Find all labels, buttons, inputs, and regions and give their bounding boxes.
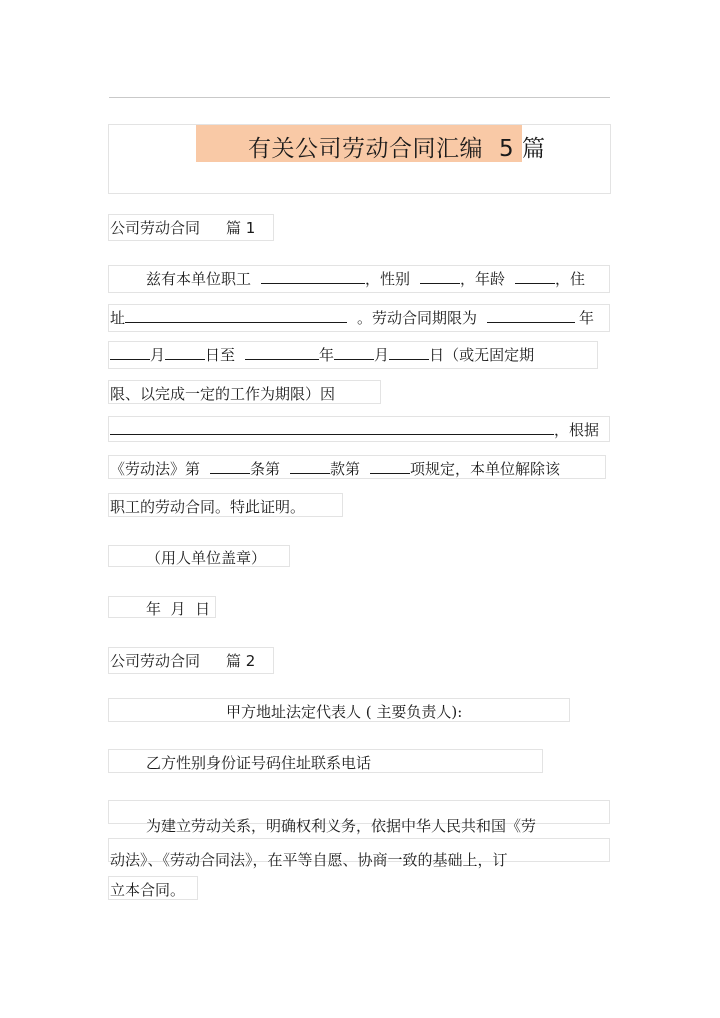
employee-name-blank bbox=[261, 269, 365, 284]
end-year-blank bbox=[245, 345, 319, 360]
section2-heading bbox=[110, 651, 255, 671]
date-label: 年 月 日 bbox=[146, 600, 211, 618]
s1-line5 bbox=[110, 420, 599, 440]
address-blank bbox=[125, 308, 347, 323]
s1-line1 bbox=[146, 269, 585, 289]
s1-l2c: 年 bbox=[579, 309, 595, 327]
section2-heading-text: 公司劳动合同 bbox=[110, 652, 201, 670]
gender-blank bbox=[420, 269, 460, 284]
s1-l6b: 条第 bbox=[250, 460, 281, 478]
document-title bbox=[248, 130, 545, 163]
s1-line7: 职工的劳动合同。特此证明。 bbox=[110, 498, 306, 516]
seal-label: （用人单位盖章） bbox=[146, 549, 267, 567]
s1-l5: ，根据 bbox=[554, 421, 600, 439]
s1-l1d: ，住 bbox=[555, 270, 586, 288]
item-blank bbox=[370, 459, 410, 474]
s1-l6a: 《劳动法》第 bbox=[110, 460, 201, 478]
age-blank bbox=[515, 269, 555, 284]
article-blank bbox=[210, 459, 250, 474]
s2-para-line2: 动法》、《劳动合同法》，在平等自愿、协商一致的基础上，订 bbox=[110, 851, 508, 869]
start-day-blank bbox=[165, 345, 205, 360]
s1-l2b: 。劳动合同期限为 bbox=[357, 309, 478, 327]
s1-line2 bbox=[110, 308, 594, 328]
header-rule bbox=[109, 97, 610, 98]
start-month-blank bbox=[110, 345, 150, 360]
clause-blank bbox=[290, 459, 330, 474]
s1-line4: 限、以完成一定的工作为期限）因 bbox=[110, 385, 336, 403]
title-main: 有关公司劳动合同汇编 bbox=[248, 136, 483, 162]
title-count: 5 篇 bbox=[499, 136, 546, 162]
s1-line6 bbox=[110, 459, 560, 479]
s2-para-line1: 为建立劳动关系，明确权利义务，依据中华人民共和国《劳 bbox=[146, 817, 537, 835]
s1-l3e: 日（或无固定期 bbox=[429, 346, 535, 364]
party-a-line: 甲方地址法定代表人 ( 主要负责人): bbox=[226, 703, 463, 721]
start-year-blank bbox=[487, 308, 575, 323]
s1-l6d: 项规定，本单位解除该 bbox=[410, 460, 561, 478]
section2-part: 篇 2 bbox=[226, 652, 256, 670]
s1-l1b: ，性别 bbox=[365, 270, 411, 288]
s1-line3 bbox=[110, 345, 534, 365]
section1-heading bbox=[110, 218, 255, 238]
s1-l3d: 月 bbox=[374, 346, 390, 364]
s1-l2a: 址 bbox=[110, 309, 126, 327]
s1-l1c: ，年龄 bbox=[460, 270, 506, 288]
end-day-blank bbox=[389, 345, 429, 360]
s1-l3a: 月 bbox=[150, 346, 166, 364]
s1-l3c: 年 bbox=[319, 346, 335, 364]
reason-blank bbox=[110, 420, 554, 435]
party-b-line: 乙方性别身份证号码住址联系电话 bbox=[146, 754, 372, 772]
s1-l3b: 日至 bbox=[205, 346, 236, 364]
end-month-blank bbox=[334, 345, 374, 360]
s1-l1a: 兹有本单位职工 bbox=[146, 270, 252, 288]
section1-heading-text: 公司劳动合同 bbox=[110, 219, 201, 237]
s1-l6c: 款第 bbox=[330, 460, 361, 478]
section1-part: 篇 1 bbox=[226, 219, 256, 237]
s2-para-line3: 立本合同。 bbox=[110, 881, 186, 899]
